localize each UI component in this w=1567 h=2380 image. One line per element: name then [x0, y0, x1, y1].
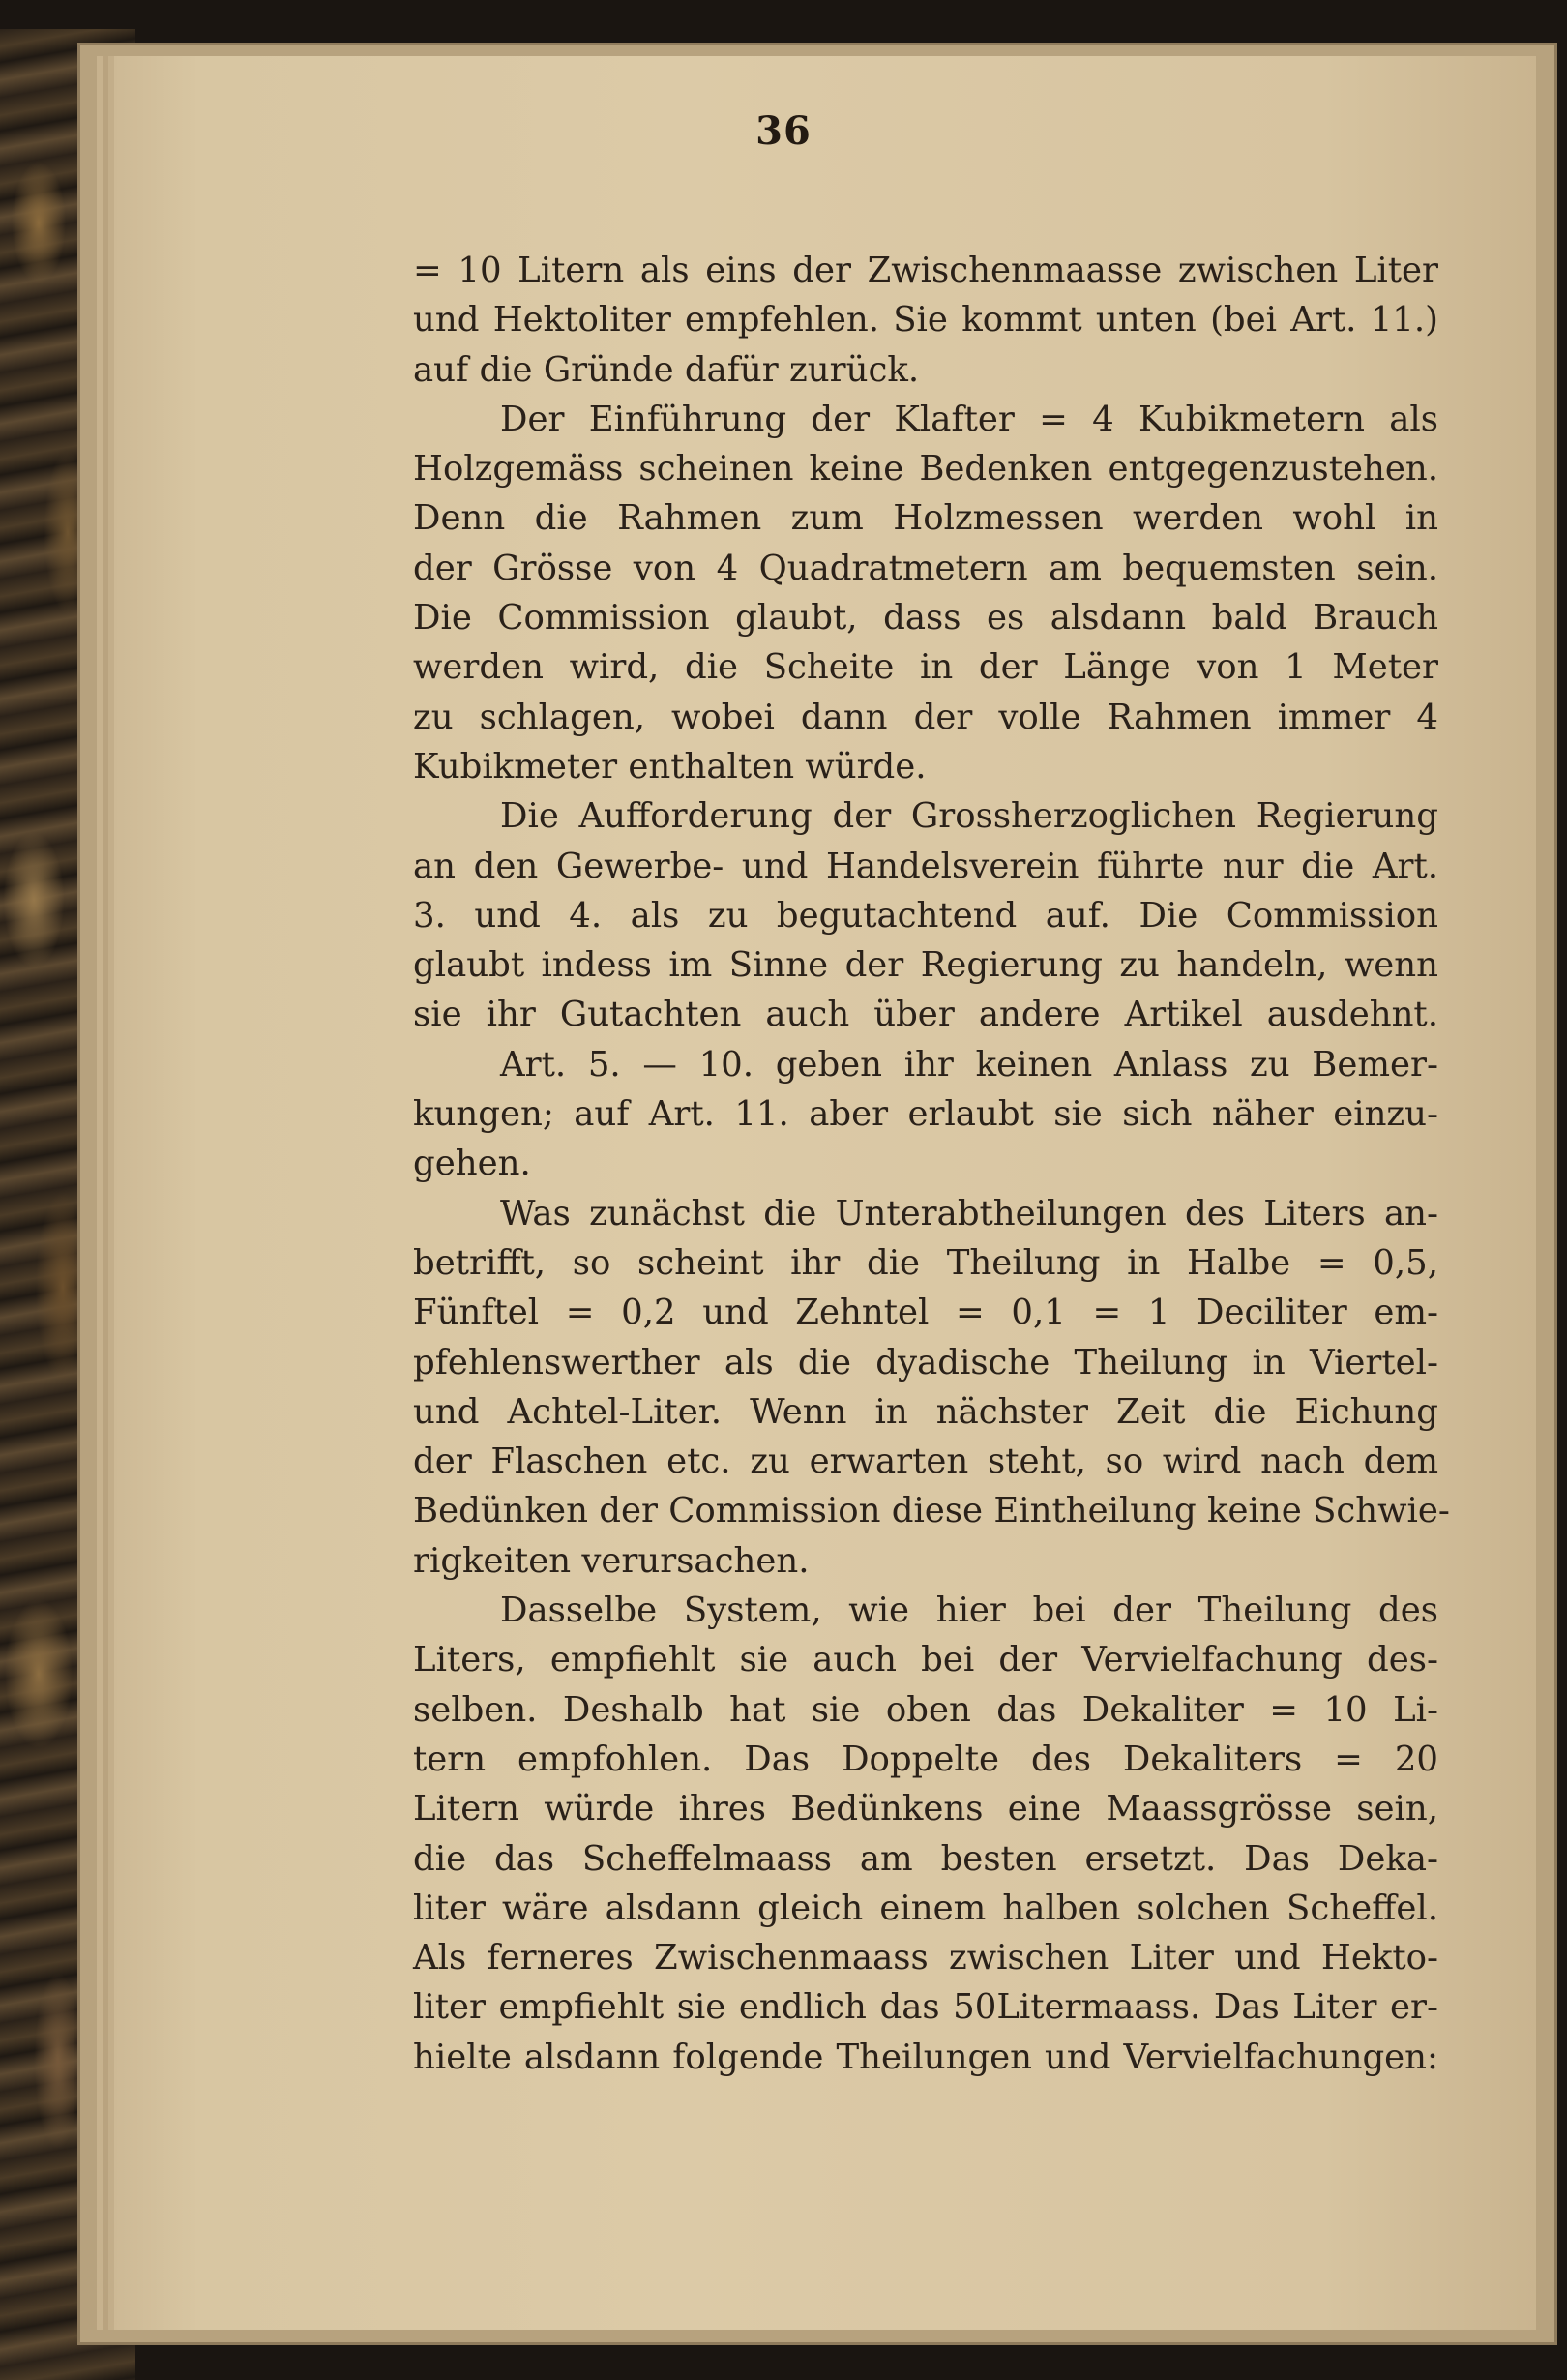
text-line: der Grösse von 4 Quadratmetern am bequemsten sein. — [413, 548, 1438, 588]
text-line: Holzgemäss scheinen keine Bedenken entgegenzustehen. — [413, 449, 1438, 490]
text-line: Litern würde ihres Bedünkens eine Maassgrösse sein, — [413, 1789, 1438, 1830]
text-line: liter empfiehlt sie endlich das 50Litermaass. Das Liter er- — [413, 1987, 1438, 2028]
text-line: glaubt indess im Sinne der Regierung zu handeln, wenn — [413, 945, 1438, 986]
text-line: 3. und 4. als zu begutachtend auf. Die Commission — [413, 895, 1438, 936]
text-line: auf die Gründe dafür zurück. — [413, 349, 920, 390]
text-line: Fünftel = 0,2 und Zehntel = 0,1 = 1 Deciliter em- — [413, 1293, 1438, 1333]
text-line: Dasselbe System, wie hier bei der Theilung des — [500, 1591, 1438, 1631]
text-line: an den Gewerbe- und Handelsverein führte nur die Art. — [413, 846, 1438, 886]
text-line: der Flaschen etc. zu erwarten steht, so wird nach dem — [413, 1442, 1438, 1482]
text-line: Die Commission glaubt, dass es alsdann bald Brauch — [413, 598, 1438, 639]
page-number: 36 — [755, 108, 812, 154]
text-line: betrifft, so scheint ihr die Theilung in Halbe = 0,5, — [413, 1242, 1438, 1283]
text-line: sie ihr Gutachten auch über andere Artikel ausdehnt. — [413, 995, 1438, 1035]
text-line: zu schlagen, wobei dann der volle Rahmen immer 4 — [413, 697, 1438, 737]
text-line: Als ferneres Zwischenmaass zwischen Liter und Hekto- — [413, 1938, 1438, 1978]
text-line: liter wäre alsdann gleich einem halben solchen Scheffel. — [413, 1888, 1438, 1928]
text-line: tern empfohlen. Das Doppelte des Dekaliters = 20 — [413, 1739, 1438, 1779]
text-line: Denn die Rahmen zum Holzmessen werden wohl in — [413, 498, 1438, 539]
text-line: kungen; auf Art. 11. aber erlaubt sie sich näher einzu- — [413, 1094, 1438, 1135]
text-line: werden wird, die Scheite in der Länge von 1 Meter — [413, 647, 1438, 688]
text-line: und Hektoliter empfehlen. Sie kommt unten (bei Art. 11.) — [413, 300, 1438, 341]
text-line: die das Scheffelmaass am besten ersetzt. Das Deka- — [413, 1838, 1438, 1879]
text-line: Was zunächst die Unterabtheilungen des Liters an- — [500, 1193, 1438, 1234]
text-line: rigkeiten verursachen. — [413, 1540, 810, 1581]
text-line: Die Aufforderung der Grossherzoglichen Regierung — [500, 796, 1438, 837]
text-line: Kubikmeter enthalten würde. — [413, 746, 927, 787]
text-line: Art. 5. — 10. geben ihr keinen Anlass zu Bemer- — [500, 1044, 1438, 1085]
text-line: = 10 Litern als eins der Zwischenmaasse zwischen Liter — [413, 251, 1438, 290]
text-line: Liters, empfiehlt sie auch bei der Vervielfachung des- — [413, 1640, 1438, 1681]
body-text — [413, 246, 1450, 2082]
text-line: gehen. — [413, 1144, 531, 1184]
text-line: und Achtel-Liter. Wenn in nächster Zeit die Eichung — [413, 1391, 1438, 1432]
text-line: hielte alsdann folgende Theilungen und Vervielfachungen: — [413, 2037, 1438, 2077]
text-line: selben. Deshalb hat sie oben das Dekaliter = 10 Li- — [413, 1689, 1438, 1730]
text-line: Bedünken der Commission diese Eintheilung keine Schwie- — [413, 1491, 1450, 1532]
text-line: Der Einführung der Klafter = 4 Kubikmetern als — [500, 399, 1438, 439]
text-line: pfehlenswerther als die dyadische Theilung in Viertel- — [413, 1342, 1438, 1383]
